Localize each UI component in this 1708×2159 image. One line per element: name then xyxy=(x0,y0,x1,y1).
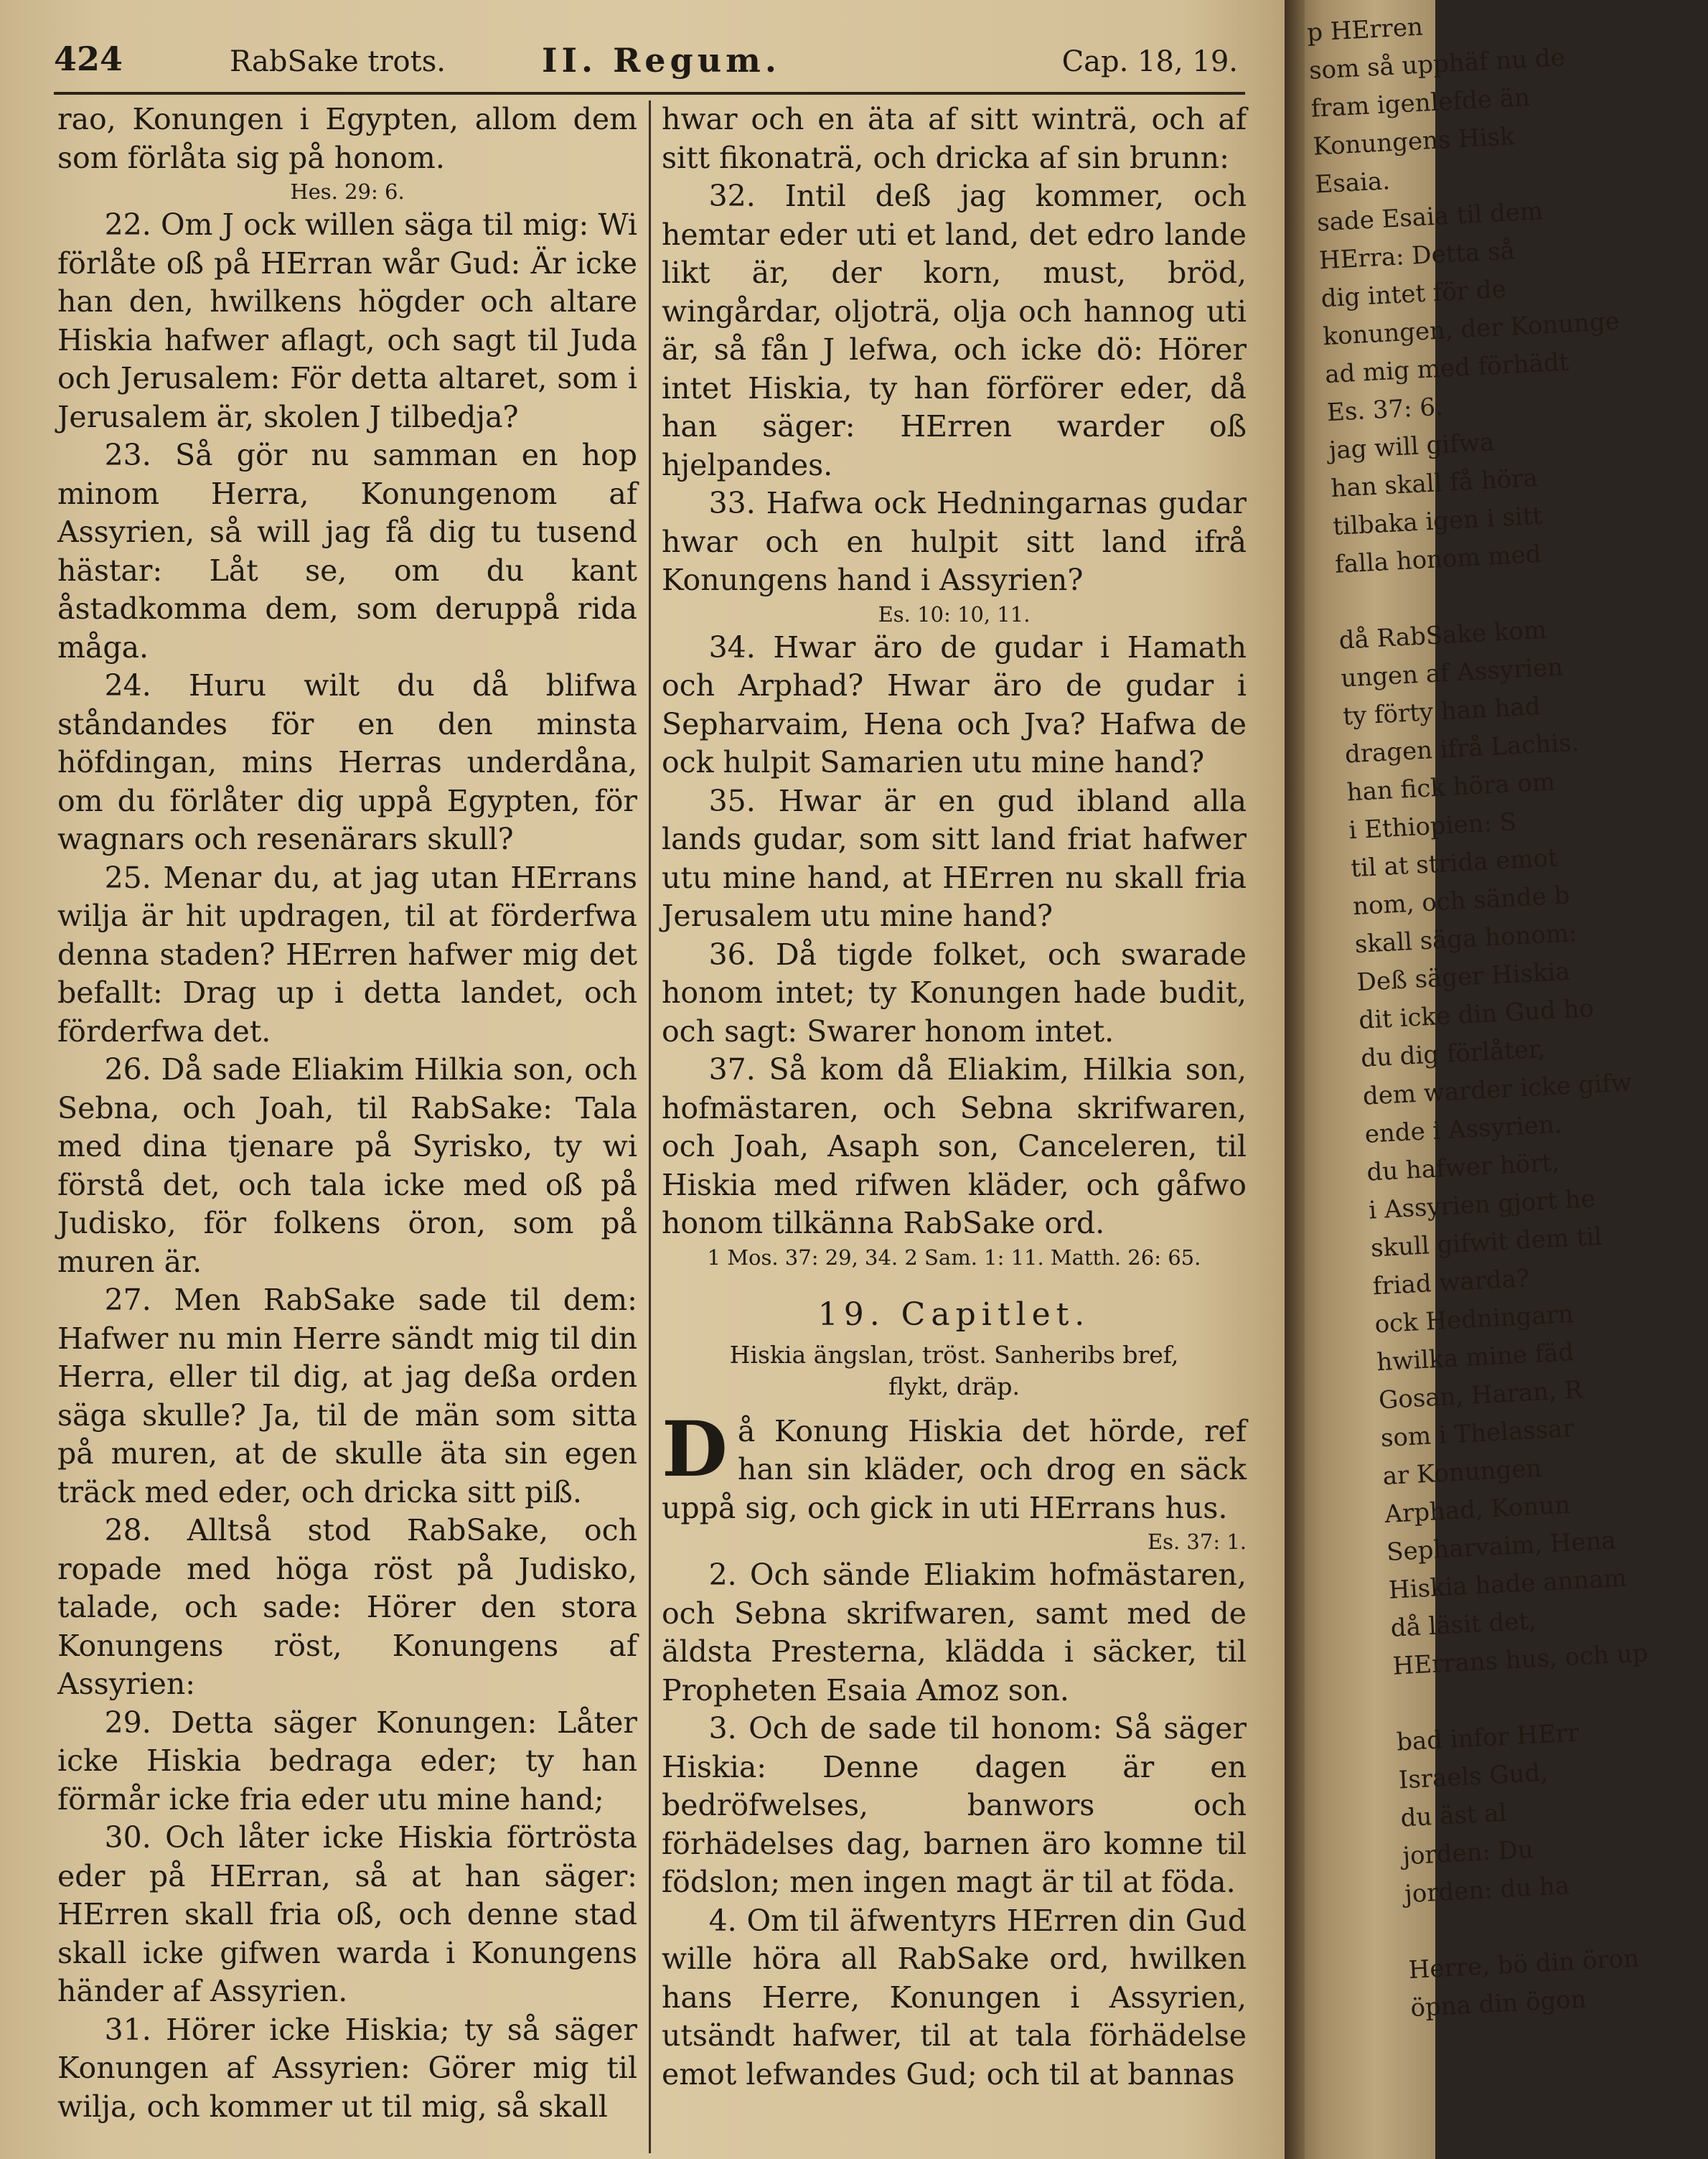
verse-paragraph: 33. Hafwa ock Hedningarnas gudar hwar och en hulpit sitt land ifrå Konungens hand i Assyrien? xyxy=(662,486,1247,597)
adjacent-page-line: til at strida emot xyxy=(1350,843,1559,884)
adjacent-page-line: han skall få höra xyxy=(1330,464,1539,504)
column-divider xyxy=(649,100,651,2153)
adjacent-page-line: i Assyrien gjort he xyxy=(1368,1184,1596,1225)
book-gutter-shadow xyxy=(1285,0,1305,2159)
adjacent-page-line: ende i Assyrien. xyxy=(1364,1110,1563,1149)
adjacent-page-line: HErra: Detta så xyxy=(1318,236,1516,276)
verse-paragraph: 3. Och de sade til honom: Så säger Hiskia: Denne dagen är en bedröfwelses, banwors och förhädelses dag, barnen äro komne til födslon; men ingen magt är til at föda. xyxy=(662,1711,1247,1899)
adjacent-page-line: Herre, bö din öron xyxy=(1407,1944,1640,1985)
adjacent-page-line: du äst al xyxy=(1399,1798,1508,1833)
verse-paragraph: 22. Om J ock willen säga til mig: Wi förlåte oß på HErran wår Gud: Är icke han den, hwilkens högder och altare Hiskia hafwer aflagt, och sagt til Juda och Jerusalem: För detta altaret, som i Jerusalem är, skolen J tilbedja? xyxy=(57,207,637,434)
running-title: RabSake trots. xyxy=(230,45,446,78)
adjacent-page-line: dragen ifrå Lachis. xyxy=(1344,728,1580,769)
cross-reference: Hes. 29: 6. xyxy=(290,179,405,204)
adjacent-page-line: ar Konungen xyxy=(1381,1453,1543,1491)
verse-paragraph: 25. Menar du, at jag utan HErrans wilja är hit updragen, til at förderfwa denna staden? HErren hafwer mig det befallt: Drag up i detta landet, och förderfwa det. xyxy=(57,860,637,1049)
adjacent-page-line: som i Thelassar xyxy=(1379,1414,1575,1453)
left-column xyxy=(57,100,637,2153)
adjacent-page-line: du dig förlåter, xyxy=(1360,1034,1547,1073)
adjacent-page-line: friad warda? xyxy=(1371,1264,1531,1301)
verse-paragraph: 36. Då tigde folket, och swarade honom intet; ty Konungen hade budit, och sagt: Swarer honom intet. xyxy=(662,937,1247,1049)
adjacent-page-line: falla honom med xyxy=(1334,539,1542,579)
adjacent-page-line: du hafwer hört, xyxy=(1366,1148,1560,1187)
header-rule xyxy=(54,92,1245,95)
adjacent-page-line: ad mig med förhädt xyxy=(1324,347,1570,390)
adjacent-page-line: Israels Gud, xyxy=(1397,1758,1549,1795)
continued-verse: hwar och en äta af sitt winträ, och af sitt fikonaträ, och dricka af sin brunn: xyxy=(662,102,1247,175)
continued-verse: rao, Konungen i Egypten, allom dem som förlåta sig på honom. xyxy=(57,102,637,175)
verse-paragraph: 30. Och låter icke Hiskia förtrösta eder på HErran, så at han säger: HErren skall fria oß, och denne stad skall icke gifwen warda i Konungens händer af Assyrien. xyxy=(57,1820,637,2008)
adjacent-page-line: jorden: du ha xyxy=(1404,1871,1570,1909)
verse-paragraph: 27. Men RabSake sade til dem: Hafwer nu min Herre sändt mig til din Herra, eller til dig, at jag deßa orden säga skulle? Ja, til de män som sitta på muren, at de skulle äta sin egen träck med eder, och dricka sitt piß. xyxy=(57,1283,637,1509)
verse-paragraph: 28. Alltså stod RabSake, och ropade med höga röst på Judisko, talade, och sade: Hörer den stora Konungens röst, Konungens af Assyrien: xyxy=(57,1513,637,1701)
chapter-opening-verse xyxy=(662,1403,1247,1528)
chapter-reference: Cap. 18, 19. xyxy=(1061,45,1238,78)
drop-cap-initial: D xyxy=(662,1403,728,1494)
adjacent-page-line: Arphad, Konun xyxy=(1384,1490,1572,1530)
adjacent-page-line: hwilka mine fäd xyxy=(1376,1338,1575,1377)
cross-reference: 1 Mos. 37: 29, 34. 2 Sam. 1: 11. Matth. 26: 65. xyxy=(707,1245,1201,1270)
adjacent-page-line: som så upphäf nu de xyxy=(1308,43,1566,85)
cross-reference: Es. 37: 1. xyxy=(1147,1530,1247,1554)
book-title: II. Regum. xyxy=(542,41,781,80)
adjacent-page-line: skull gifwit dem til xyxy=(1370,1222,1603,1263)
adjacent-page-line: då läsit det, xyxy=(1389,1606,1537,1643)
adjacent-page-line: öpna din ögon xyxy=(1409,1985,1587,2023)
adjacent-page-line: p HErren xyxy=(1306,12,1424,47)
adjacent-page-line: Gosan, Haran, R xyxy=(1378,1375,1584,1415)
verse-paragraph: 24. Huru wilt du då blifwa ståndandes för en den minsta höfdingan, mins Herras underdåna, om du förlåter dig uppå Egypten, för wagnars och resenärars skull? xyxy=(57,668,637,856)
adjacent-page-line: sade Esaia til dem xyxy=(1316,197,1544,238)
adjacent-page-line: Sepharvaim, Hena xyxy=(1386,1526,1617,1568)
cross-reference: Es. 10: 10, 11. xyxy=(878,601,1031,627)
adjacent-page-line: dem warder icke gifw xyxy=(1361,1068,1633,1111)
adjacent-page-line: ty förty han had xyxy=(1342,692,1542,731)
verse-paragraph: 2. Och sände Eliakim hofmästaren, och Sebna skrifwaren, samt med de äldsta Presterna, klädda i säcker, til Propheten Esaia Amoz son. xyxy=(662,1558,1247,1708)
adjacent-page-line: skall säga honom: xyxy=(1353,919,1578,960)
chapter-heading: 19. Capitlet. xyxy=(817,1296,1091,1333)
adjacent-page-text xyxy=(1306,7,1649,2028)
verse-paragraph: 32. Intil deß jag kommer, och hemtar eder uti et land, det edro lande likt är, der korn, must, bröd, wingårdar, oljoträ, olja och hannog uti är, så fån J lefwa, och icke dö: Hörer intet Hiskia, ty han förförer eder, då han säger: HErren warder oß hjelpandes. xyxy=(662,179,1247,482)
verse-paragraph: 37. Så kom då Eliakim, Hilkia son, hofmästaren, och Sebna skrifwaren, och Joah, Asaph son, Canceleren, til Hiskia med rifwen kläder, och gåfwo honom tilkänna RabSake ord. xyxy=(662,1052,1247,1240)
adjacent-page-line: då RabSake kom xyxy=(1338,615,1548,655)
adjacent-page-edge xyxy=(1285,0,1649,2159)
adjacent-page-line: jorden: Du xyxy=(1402,1835,1534,1871)
chapter-summary: Hiskia ängslan, tröst. Sanheribs bref, flykt, dräp. xyxy=(729,1340,1179,1400)
adjacent-page-line: nom, och sände b xyxy=(1352,881,1571,922)
adjacent-page-line: konungen, der Konunge xyxy=(1322,306,1620,352)
adjacent-page-line: Esaia. xyxy=(1314,167,1391,200)
adjacent-page-line: Hiskia hade annam xyxy=(1388,1563,1628,1605)
adjacent-page-line: HErrans hus, och up xyxy=(1392,1639,1649,1681)
adjacent-page-line: jag will gifwa xyxy=(1328,428,1496,466)
verse-paragraph: 23. Så gör nu samman en hop minom Herra, Konungenom af Assyrien, så will jag få dig tu tusend hästar: Låt se, om du kant åstadkomma dem, som deruppå rida måga. xyxy=(57,438,637,665)
right-column xyxy=(662,100,1247,2153)
adjacent-page-line: i Ethiopien: S xyxy=(1348,807,1517,846)
adjacent-page-line: ungen af Assyrien xyxy=(1340,652,1564,693)
adjacent-page-line: Es. 37: 6. xyxy=(1326,392,1444,428)
adjacent-page-line: dit icke din Gud ho xyxy=(1358,993,1595,1036)
verse-paragraph: 29. Detta säger Konungen: Låter icke Hiskia bedraga eder; ty han förmår icke fria eder utu mine hand; xyxy=(57,1705,637,1817)
verse-text: å Konung Hiskia det hörde, ref han sin kläder, och drog en säck uppå sig, och gick in uti HErrans hus. xyxy=(662,1413,1247,1525)
verse-paragraph: 34. Hwar äro de gudar i Hamath och Arphad? Hwar äro de gudar i Sepharvaim, Hena och Jva? Hafwa de ock hulpit Samarien utu mine hand? xyxy=(662,629,1247,779)
verse-paragraph: 31. Hörer icke Hiskia; ty så säger Konungen af Assyrien: Görer mig til wilja, och kommer ut til mig, så skall xyxy=(57,2012,637,2124)
adjacent-page-line: bad infor HErr xyxy=(1396,1718,1580,1757)
adjacent-page-line: fram igenlefde än xyxy=(1310,83,1531,123)
verse-paragraph: 4. Om til äfwentyrs HErren din Gud wille höra all RabSake ord, hwilken hans Herre, Konungen i Assyrien, utsändt hafwer, til at tala förhädelse emot lefwandes Gud; och til at bannas xyxy=(662,1903,1247,2092)
page-header xyxy=(54,39,1245,90)
verse-paragraph: 35. Hwar är en gud ibland alla lands gudar, som sitt land friat hafwer utu mine hand, at HErren nu skall fria Jerusalem utu mine hand? xyxy=(662,783,1247,933)
adjacent-page-line: dig intet för de xyxy=(1320,274,1507,314)
adjacent-page-line: ock Hedningarn xyxy=(1374,1300,1575,1339)
adjacent-page-line: tilbaka igen i sitt xyxy=(1332,501,1543,541)
adjacent-page-line: han fick höra om xyxy=(1346,767,1556,807)
adjacent-page-line: Deß säger Hiskia xyxy=(1356,957,1571,998)
verse-paragraph: 26. Då sade Eliakim Hilkia son, och Sebna, och Joah, til RabSake: Tala med dina tjenare på Syrisko, ty wi förstå det, och tala icke med oß på Judisko, för folkens öron, som på muren är. xyxy=(57,1052,637,1279)
adjacent-page-line: Konungens Hisk xyxy=(1312,122,1516,161)
page-number: 424 xyxy=(54,39,123,78)
